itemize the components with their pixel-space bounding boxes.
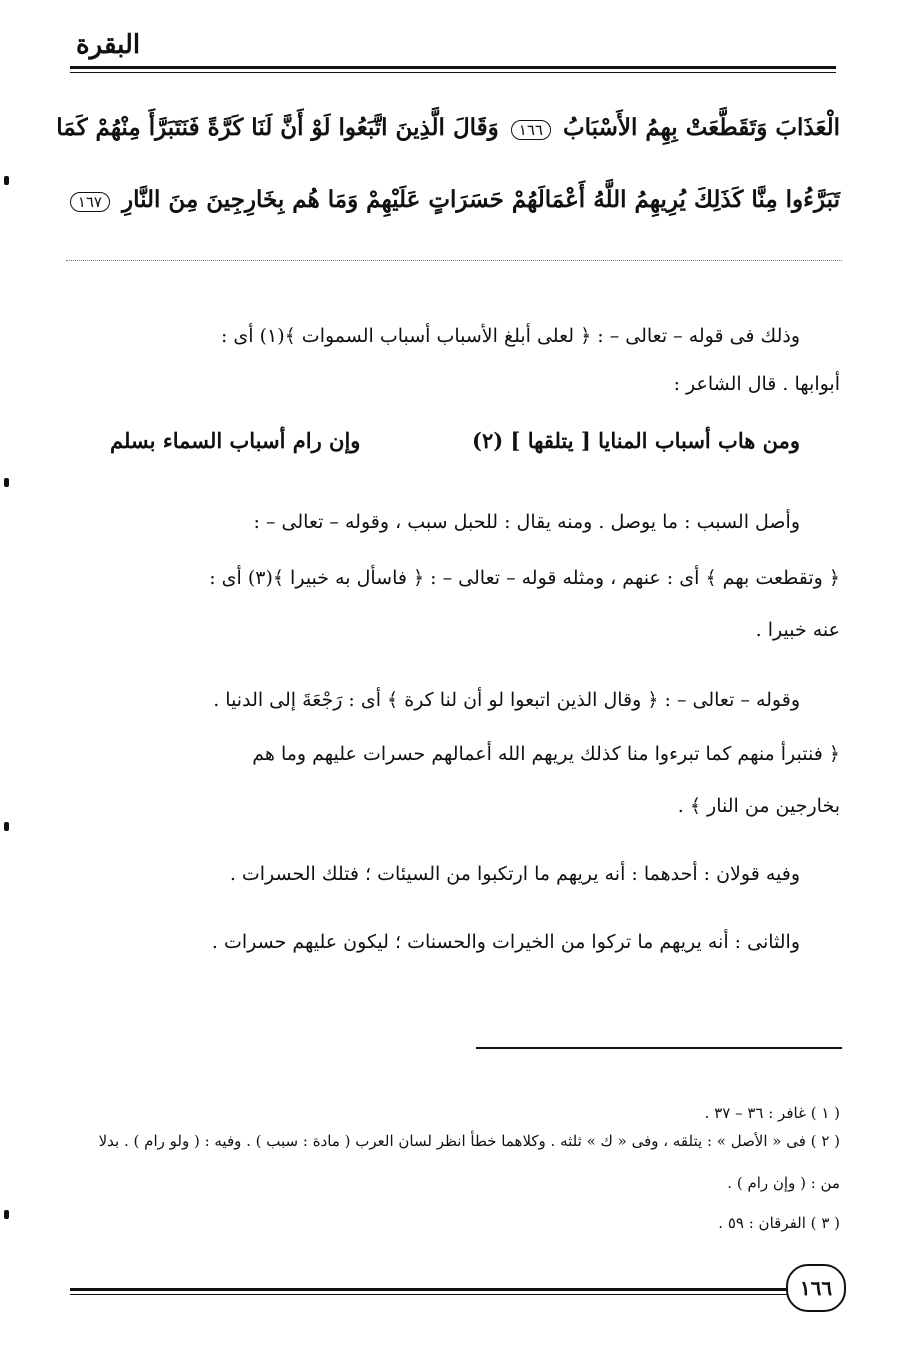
paragraph-line: ﴿ وتقطعت بهم ﴾ أى : عنهم ، ومثله قوله – تعالى – : ﴿ فاسأل به خبيرا ﴾(٣) أى : [209,567,840,589]
scan-speck [4,822,9,831]
ayah-number-marker: ١٦٧ [70,192,110,212]
paragraph-line: بخارجين من النار ﴾ . [677,795,840,817]
paragraph-line: أبوابها . قال الشاعر : [673,373,840,395]
poem-hemistich-first: ومن هاب أسباب المنايا [ يتلقها ] (٢) [472,428,800,453]
ayah-number-marker: ١٦٦ [511,120,551,140]
poem-hemistich-second: وإن رام أسباب السماء بسلم [110,428,361,453]
paragraph-line: ﴿ فنتبرأ منهم كما تبرءوا منا كذلك يريهم الله أعمالهم حسرات عليهم وما هم [252,743,840,765]
paragraph-line: وذلك فى قوله – تعالى – : ﴿ لعلى أبلغ الأسباب أسباب السموات ﴾(١) أى : [220,325,800,347]
footer-rule [70,1288,790,1295]
surah-header-title: البقرة [76,30,141,60]
scan-speck [4,176,9,185]
paragraph-line: عنه خبيرا . [755,619,840,641]
dotted-divider [66,260,842,261]
quran-text: وَقَالَ الَّذِينَ اتَّبَعُوا لَوْ أَنَّ لَنَا كَرَّةً فَنَتَبَرَّأَ مِنْهُمْ كَمَا [56,114,499,141]
quran-verse-line-1 [56,114,840,142]
footnote-separator [476,1047,842,1049]
header-rule [70,66,836,73]
paragraph-line: وقوله – تعالى – : ﴿ وقال الذين اتبعوا لو أن لنا كرة ﴾ أى : رَجْعَةَ إلى الدنيا . [213,689,800,711]
paragraph-line: والثانى : أنه يريهم ما تركوا من الخيرات والحسنات ؛ ليكون عليهم حسرات . [211,931,800,953]
quran-verse-line-2 [70,186,840,214]
quran-text: الْعَذَابَ وَتَقَطَّعَتْ بِهِمُ الأَسْبَابُ [562,114,840,141]
quran-text: تَبَرَّءُوا مِنَّا كَذَلِكَ يُرِيهِمُ اللَّهُ أَعْمَالَهُمْ حَسَرَاتٍ عَلَيْهِمْ وَمَا هُم بِخَارِجِينَ مِنَ النَّارِ [121,186,840,213]
footnote-line: من : ( وإن رام ) . [727,1174,840,1192]
scan-speck [4,478,9,487]
footnote-line: ( ١ ) غافر : ٣٦ – ٣٧ . [704,1104,840,1122]
footnote-line: ( ٣ ) الفرقان : ٥٩ . [718,1214,840,1232]
footnote-line: ( ٢ ) فى « الأصل » : يتلقه ، وفى « ك » ثلثه . وكلاهما خطأ انظر لسان العرب ( مادة : سبب ) . وفيه : ( ولو رام ) . بدلا [98,1132,840,1150]
paragraph-line: وفيه قولان : أحدهما : أنه يريهم ما ارتكبوا من السيئات ؛ فتلك الحسرات . [229,863,800,885]
scan-speck [4,1210,9,1219]
paragraph-line: وأصل السبب : ما يوصل . ومنه يقال : للحبل سبب ، وقوله – تعالى – : [253,511,800,533]
page-number-badge: ١٦٦ [786,1264,846,1312]
